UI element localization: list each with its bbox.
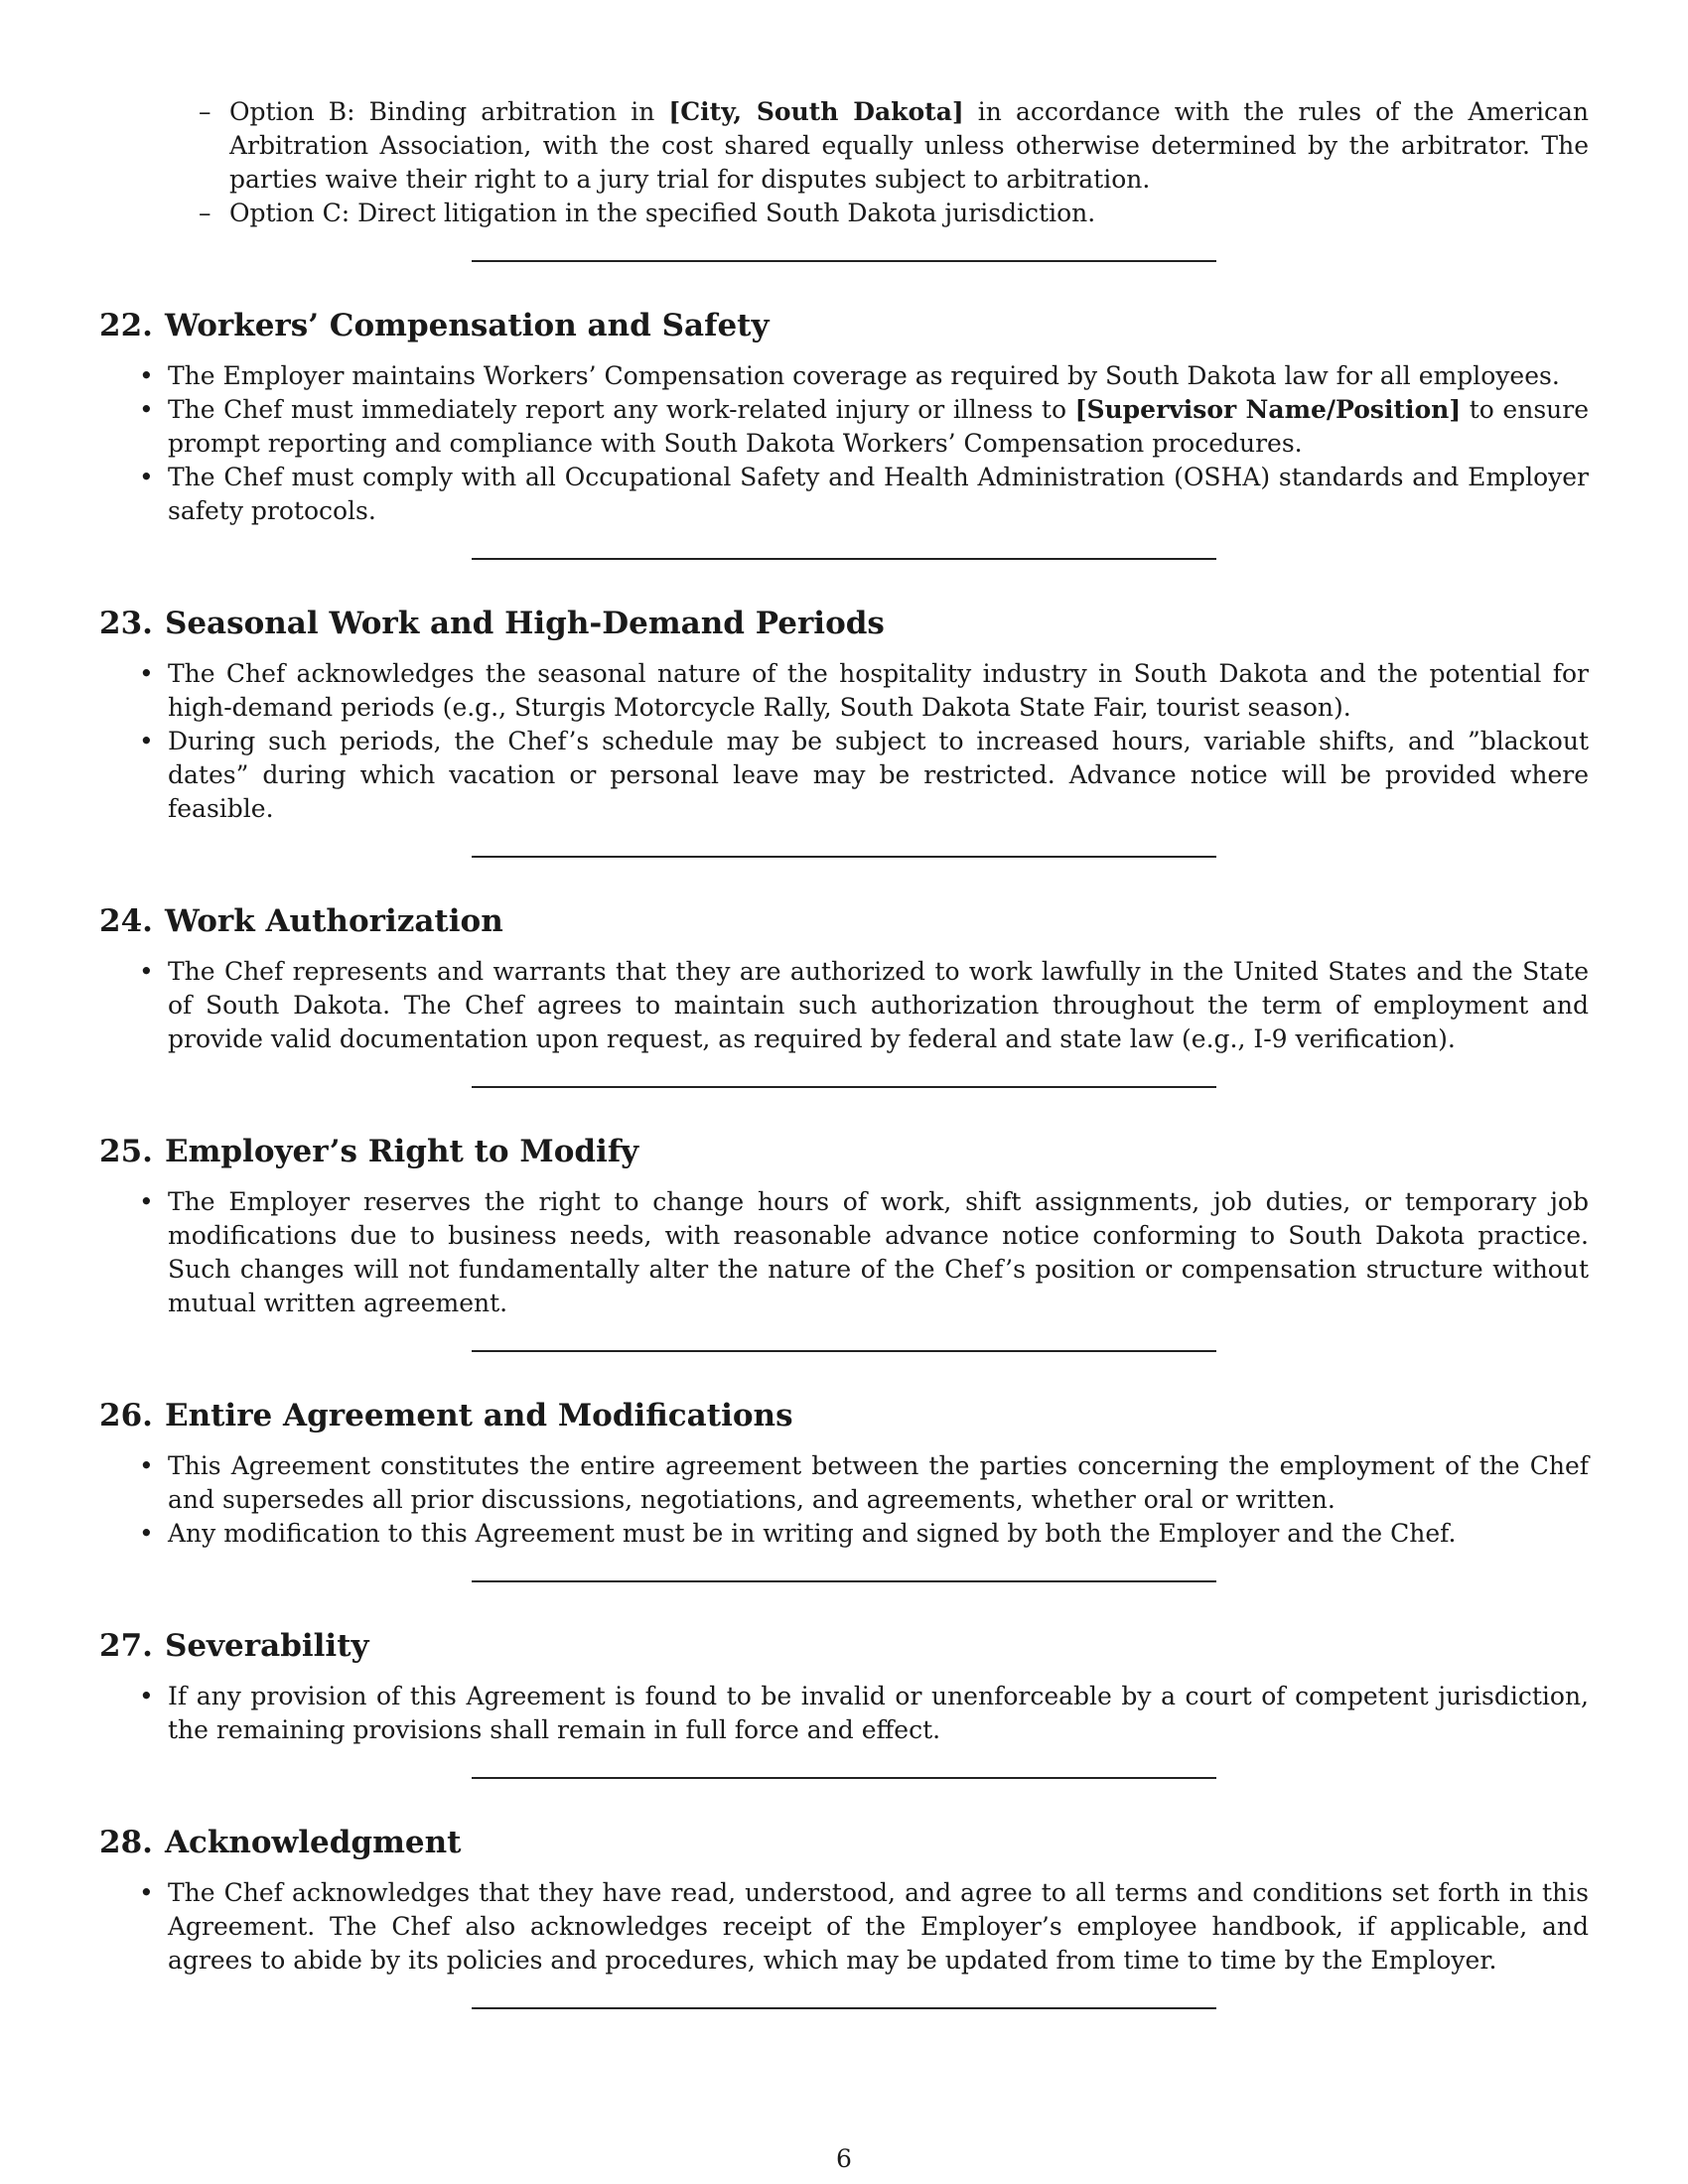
- bullet-marker: •: [139, 727, 154, 755]
- bold-placeholder: [City, South Dakota]: [668, 97, 964, 126]
- bullet-list: [99, 657, 1589, 826]
- dash-marker: –: [199, 199, 211, 227]
- section-divider: [472, 1777, 1216, 1779]
- section-number: 25.: [99, 1134, 153, 1169]
- bullet-list: [99, 359, 1589, 528]
- section-heading: [99, 1132, 1589, 1171]
- section-divider: [472, 1580, 1216, 1582]
- section-divider: [472, 2007, 1216, 2009]
- section-title-text: Acknowledgment: [164, 1825, 462, 1860]
- bullet-marker: •: [139, 1519, 154, 1548]
- bullet-marker: •: [139, 957, 154, 986]
- section-title-text: Employer’s Right to Modify: [164, 1134, 639, 1169]
- section-title-text: Seasonal Work and High-Demand Periods: [164, 606, 885, 641]
- list-item: • During such periods, the Chef’s schedule may be subject to increased hours, variable shifts, and ”blackout dates” during which vacation or personal leave may be restricted. Advance notice will be provided where feasible.: [139, 727, 1589, 823]
- list-item: • The Chef acknowledges that they have read, understood, and agree to all terms and conditions set forth in this Agreement. The Chef also acknowledges receipt of the Employer’s employee handbook, if applicable, and agrees to abide by its policies and procedures, which may be updated from time to time by the Employer.: [139, 1878, 1589, 1975]
- list-item: • The Chef must comply with all Occupational Safety and Health Administration (OSHA) standards and Employer safety protocols.: [139, 463, 1589, 525]
- arbitration-options-list: [199, 95, 1589, 230]
- section-heading: [99, 1823, 1589, 1862]
- section-divider: [472, 260, 1216, 262]
- section-divider: [472, 1086, 1216, 1088]
- list-item: • The Chef must immediately report any work-related injury or illness to [Supervisor Name/Position] to ensure prompt reporting and compliance with South Dakota Workers’ Compensation procedures.: [139, 395, 1590, 458]
- section-28: [99, 1823, 1589, 1978]
- section-heading: [99, 604, 1589, 643]
- section-heading: [99, 901, 1589, 941]
- bullet-marker: •: [139, 361, 154, 390]
- section-title-text: Work Authorization: [164, 903, 503, 939]
- list-item: • The Employer reserves the right to change hours of work, shift assignments, job duties, or temporary job modifications due to business needs, with reasonable advance notice conforming to South Dakota practice. Such changes will not fundamentally alter the nature of the Chef’s position or compensation structure without mutual written agreement.: [139, 1187, 1589, 1317]
- bold-placeholder: [Supervisor Name/Position]: [1074, 395, 1462, 424]
- section-27: [99, 1626, 1589, 1747]
- section-number: 22.: [99, 308, 153, 343]
- bullet-list: [99, 1876, 1589, 1978]
- section-divider: [472, 856, 1216, 858]
- bullet-marker: •: [139, 1878, 154, 1907]
- section-title-text: Entire Agreement and Modifications: [164, 1398, 793, 1433]
- bullet-marker: •: [139, 1187, 154, 1216]
- bullet-list: [99, 955, 1589, 1056]
- bullet-list: [99, 1185, 1589, 1320]
- option-c-item: – Option C: Direct litigation in the specified South Dakota jurisdiction.: [199, 197, 1589, 230]
- section-number: 26.: [99, 1398, 153, 1433]
- bullet-marker: •: [139, 1682, 154, 1710]
- section-23: [99, 604, 1589, 826]
- section-number: 24.: [99, 903, 153, 939]
- section-divider: [472, 1350, 1216, 1352]
- list-item: • The Chef acknowledges the seasonal nature of the hospitality industry in South Dakota and the potential for high-demand periods (e.g., Sturgis Motorcycle Rally, South Dakota State Fair, tourist season).: [139, 659, 1589, 722]
- section-divider: [472, 558, 1216, 560]
- section-heading: [99, 306, 1589, 345]
- option-b-item: – Option B: Binding arbitration in [City, South Dakota] in accordance with the rules of the American Arbitration Association, with the cost shared equally unless otherwise determined by the arbitrator. The parties waive their right to a jury trial for disputes subject to arbitration.: [199, 97, 1589, 194]
- dash-marker: –: [199, 97, 211, 126]
- section-number: 28.: [99, 1825, 153, 1860]
- list-item: • The Chef represents and warrants that they are authorized to work lawfully in the United States and the State of South Dakota. The Chef agrees to maintain such authorization throughout the term of employment and provide valid documentation upon request, as required by federal and state law (e.g., I-9 verification).: [139, 957, 1589, 1053]
- section-26: [99, 1396, 1589, 1551]
- section-number: 23.: [99, 606, 153, 641]
- section-title-text: Workers’ Compensation and Safety: [164, 308, 770, 343]
- bullet-marker: •: [139, 463, 154, 491]
- bullet-marker: •: [139, 1451, 154, 1480]
- section-heading: [99, 1626, 1589, 1666]
- bullet-marker: •: [139, 659, 154, 688]
- bullet-list: [99, 1680, 1589, 1747]
- section-25: [99, 1132, 1589, 1320]
- section-24: [99, 901, 1589, 1056]
- list-item: • If any provision of this Agreement is found to be invalid or unenforceable by a court of competent jurisdiction, the remaining provisions shall remain in full force and effect.: [139, 1682, 1589, 1744]
- section-title-text: Severability: [164, 1628, 369, 1664]
- section-number: 27.: [99, 1628, 153, 1664]
- document-page: [99, 95, 1589, 2053]
- section-22: [99, 306, 1589, 528]
- bullet-marker: •: [139, 395, 154, 424]
- section-heading: [99, 1396, 1589, 1435]
- list-item: • The Employer maintains Workers’ Compensation coverage as required by South Dakota law for all employees.: [99, 359, 1589, 393]
- list-item: • Any modification to this Agreement must be in writing and signed by both the Employer and the Chef.: [99, 1517, 1589, 1551]
- page-number: 6: [836, 2144, 852, 2173]
- list-item: • This Agreement constitutes the entire agreement between the parties concerning the employment of the Chef and supersedes all prior discussions, negotiations, and agreements, whether oral or written.: [139, 1451, 1589, 1514]
- bullet-list: [99, 1449, 1589, 1551]
